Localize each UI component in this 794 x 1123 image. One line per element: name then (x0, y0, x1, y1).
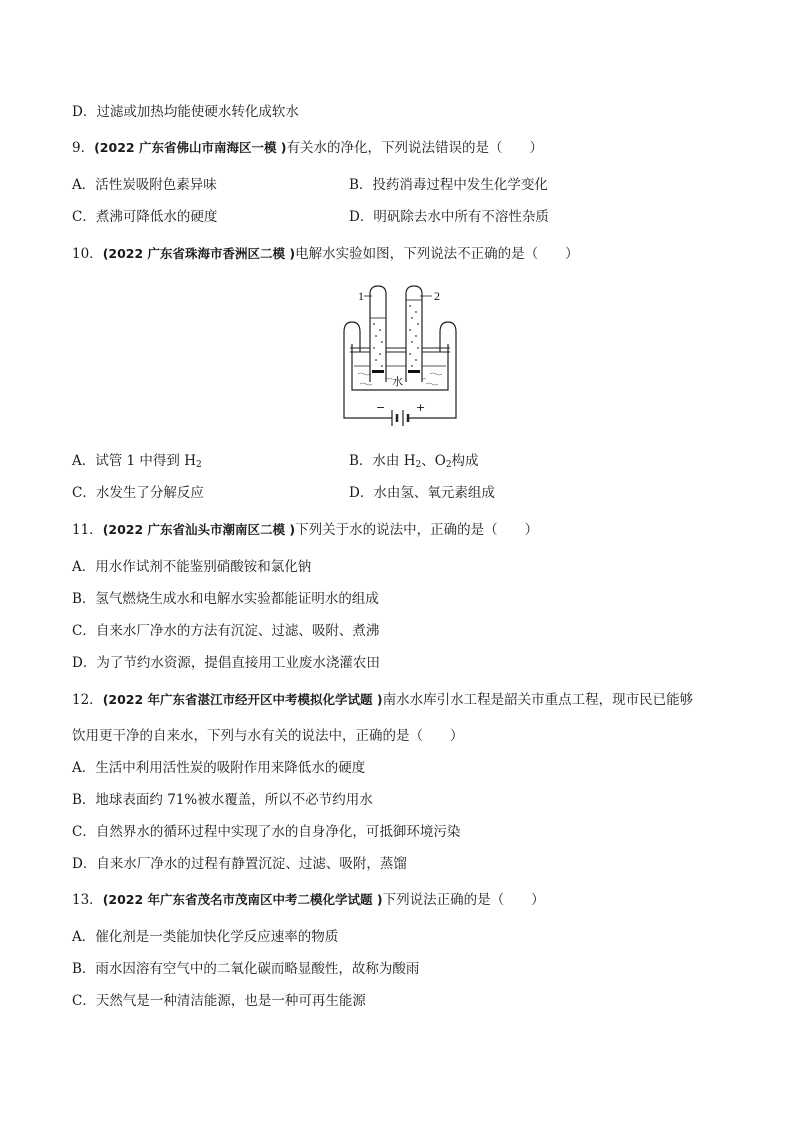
test-tube-1 (370, 286, 386, 382)
battery-plus: + (416, 401, 426, 414)
q12-option-d: D．自来水厂净水的过程有静置沉淀、过滤、吸附，蒸馏 (72, 856, 407, 872)
q10-option-c: C．水发生了分解反应 (72, 485, 204, 501)
q11-option-a: A．用水作试剂不能鉴别硝酸铵和氯化钠 (72, 559, 312, 575)
water-label: 水 (392, 375, 403, 388)
battery-minus: − (376, 401, 386, 414)
q13-option-c: C．天然气是一种清洁能源，也是一种可再生能源 (72, 993, 366, 1009)
q12-option-a: A．生活中利用活性炭的吸附作用来降低水的硬度 (72, 760, 366, 776)
question-source: (2022 广东省珠海市香洲区二模 ) (102, 246, 296, 261)
tube-1-label: 1 (358, 289, 364, 303)
q10-option-a (72, 452, 202, 474)
question-stem: 下列关于水的说法中，正确的是（ ） (295, 522, 539, 538)
q9-option-d: D．明矾除去水中所有不溶性杂质 (349, 209, 549, 225)
question-stem: 有关水的净化，下列说法错误的是（ ） (286, 140, 544, 156)
q11-option-c: C．自来水厂净水的方法有沉淀、过滤、吸附、煮沸 (72, 623, 380, 639)
question-number: 9． (72, 140, 95, 156)
option-text: A．试管 1 中得到 H (72, 453, 196, 469)
question-number: 13． (72, 892, 103, 908)
subscript: 2 (196, 460, 202, 470)
electrolysis-diagram (330, 282, 470, 432)
q11-option-b: B．氢气燃烧生成水和电解水实验都能证明水的组成 (72, 591, 379, 607)
q10-option-b (349, 452, 479, 474)
option-text: B．水由 H (349, 453, 416, 469)
question-source: (2022 广东省汕头市潮南区二模 ) (102, 522, 296, 537)
question-11 (72, 521, 538, 539)
option-text: 、O (421, 453, 446, 469)
q8-option-d: D．过滤或加热均能使硬水转化成软水 (72, 104, 299, 120)
subscript: 2 (415, 460, 422, 470)
subscript: 2 (445, 460, 452, 470)
question-10 (72, 245, 579, 263)
q12-option-c: C．自然界水的循环过程中实现了水的自身净化，可抵御环境污染 (72, 824, 461, 840)
q11-option-d: D．为了节约水资源，提倡直接用工业废水浇灌农田 (72, 655, 380, 671)
q9-option-b: B．投药消毒过程中发生化学变化 (349, 177, 548, 193)
q9-option-c: C．煮沸可降低水的硬度 (72, 209, 218, 225)
q13-option-a: A．催化剂是一类能加快化学反应速率的物质 (72, 929, 339, 945)
q13-option-b: B．雨水因溶有空气中的二氧化碳而略显酸性，故称为酸雨 (72, 961, 420, 977)
electrode-1 (372, 370, 384, 373)
question-12 (72, 691, 693, 709)
q12-option-b: B．地球表面约 71%被水覆盖，所以不必节约用水 (72, 792, 373, 808)
question-number: 12． (72, 692, 103, 708)
question-number: 11． (72, 522, 103, 538)
question-9 (72, 139, 543, 157)
question-number: 10． (72, 246, 103, 262)
q10-option-d: D．水由氢、氧元素组成 (349, 485, 495, 501)
question-stem: 电解水实验如图，下列说法不正确的是（ ） (295, 246, 579, 262)
question-source: (2022 年广东省茂名市茂南区中考二模化学试题 ) (102, 892, 383, 907)
electrode-2 (408, 370, 420, 373)
question-13 (72, 891, 545, 909)
question-source: (2022 年广东省湛江市经开区中考模拟化学试题 ) (102, 692, 383, 707)
question-stem: 南水水库引水工程是韶关市重点工程，现市民已能够 (382, 692, 694, 708)
tube-2-label: 2 (434, 289, 440, 303)
question-stem: 下列说法正确的是（ ） (382, 892, 545, 908)
question-12-stem-continued: 饮用更干净的自来水，下列与水有关的说法中，正确的是（ ） (72, 728, 464, 744)
option-text: 构成 (451, 453, 479, 469)
question-source: (2022 广东省佛山市南海区一模 ) (94, 140, 287, 155)
q9-option-a: A．活性炭吸附色素异味 (72, 177, 217, 193)
